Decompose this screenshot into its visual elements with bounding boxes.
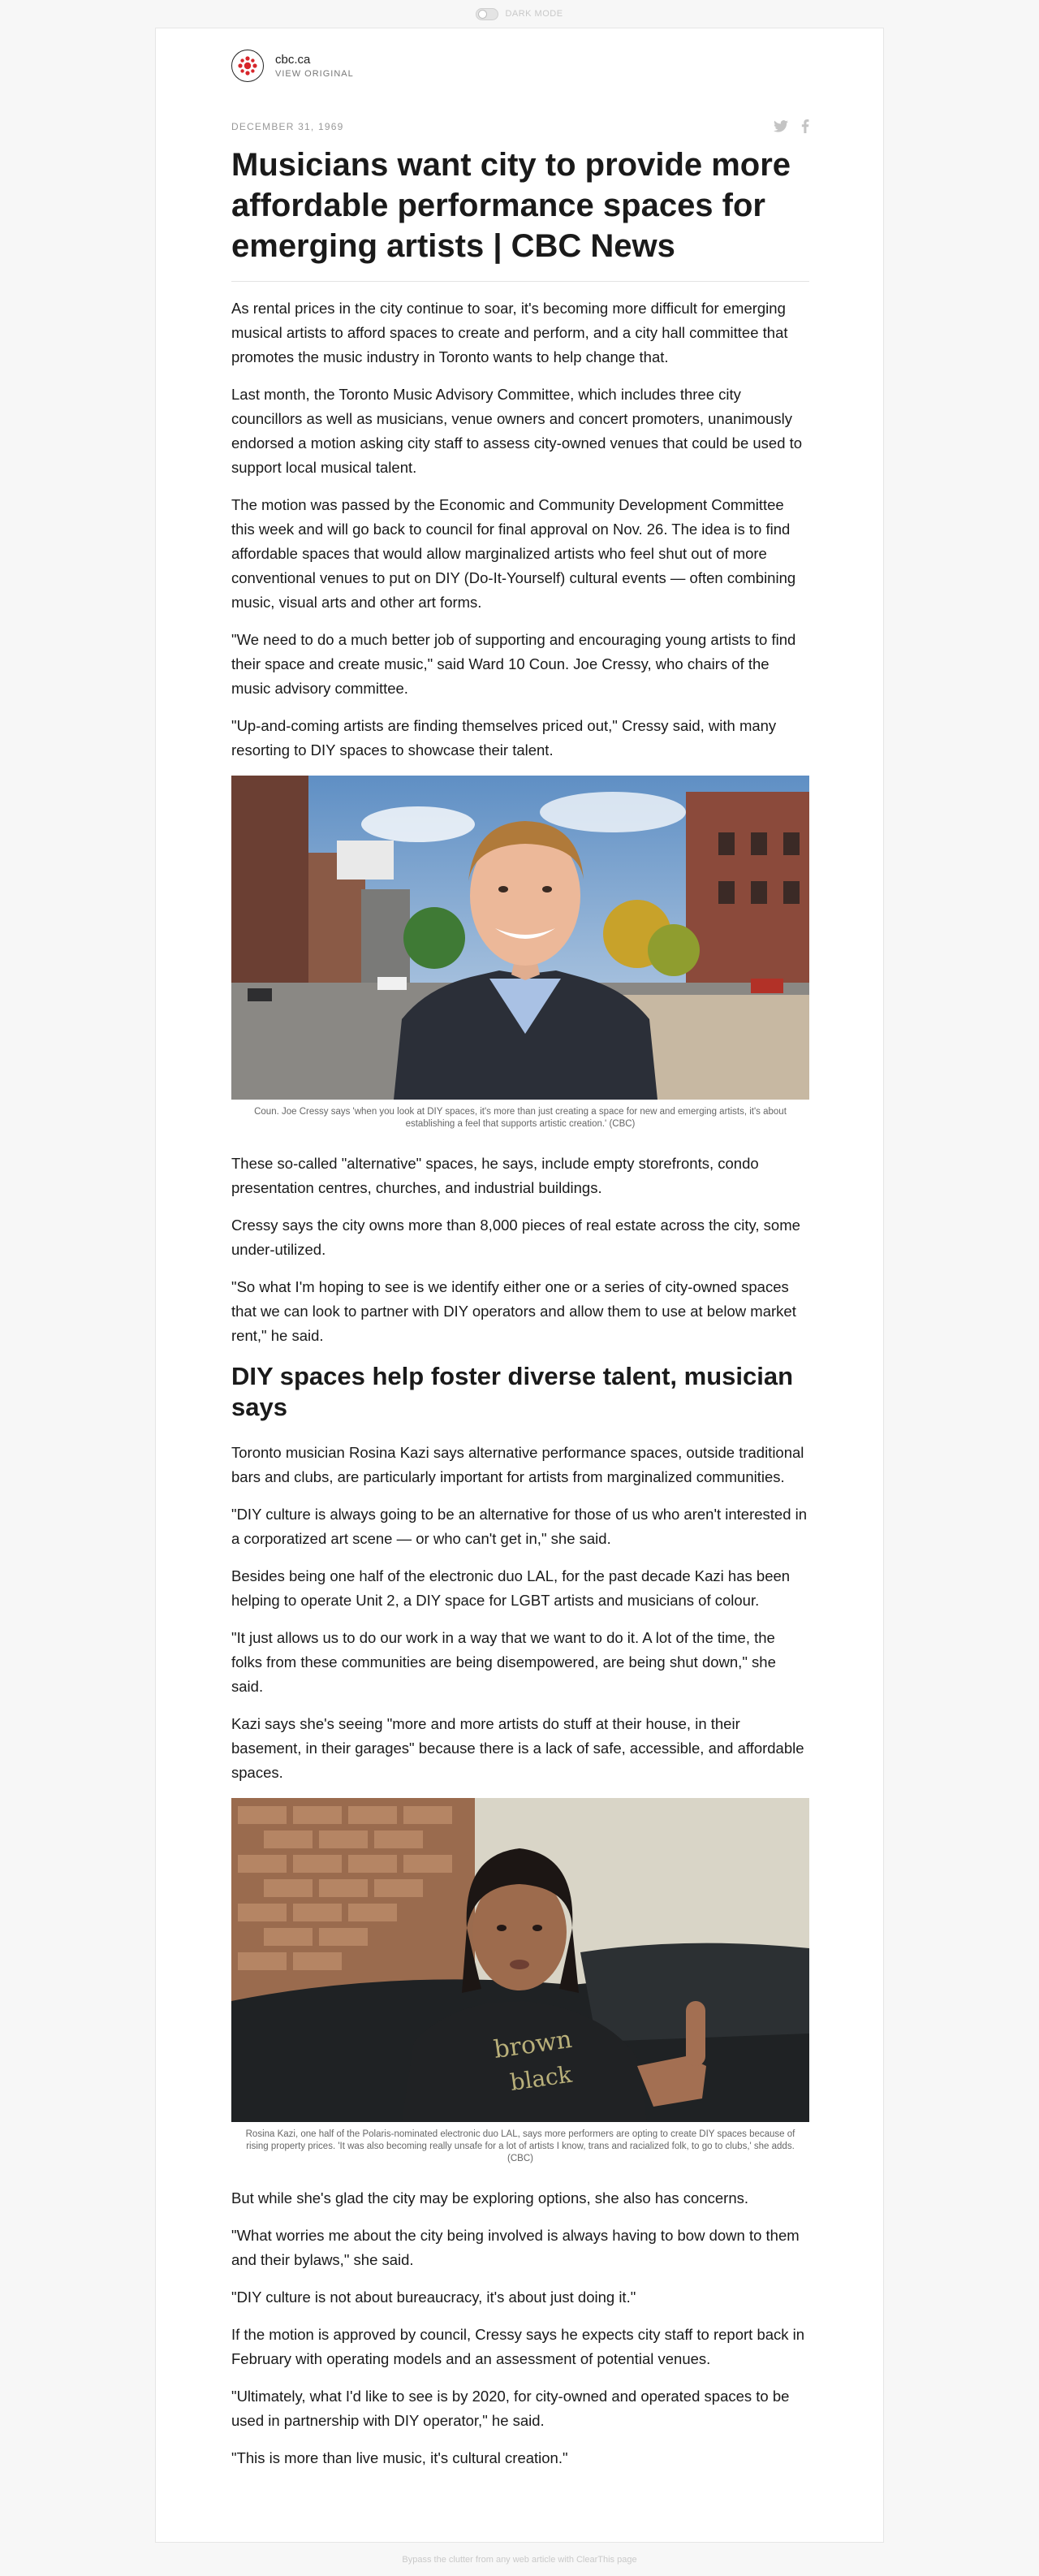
source-text <box>275 53 354 79</box>
paragraph: These so-called "alternative" spaces, he says, include empty storefronts, condo presentation centres, churches, and industrial buildings. <box>231 1155 759 1196</box>
section-heading: DIY spaces help foster diverse talent, musician says <box>231 1362 794 1421</box>
figure-kazi <box>231 1798 809 2165</box>
svg-text:black: black <box>508 2060 574 2096</box>
paragraph: "DIY culture is not about bureaucracy, it's about just doing it." <box>231 2289 636 2306</box>
paragraph: Last month, the Toronto Music Advisory Committee, which includes three city councillors as well as musicians, venue owners and concert promoters, unanimously endorsed a motion asking city staff to assess city-owned venues that could be used to support local musical talent. <box>231 386 803 476</box>
article-body <box>231 296 809 2470</box>
paragraph: If the motion is approved by council, Cressy says he expects city staff to report back in February with operating models and an assessment of potential venues. <box>231 2326 805 2367</box>
cbc-gem-logo-icon[interactable] <box>231 50 264 82</box>
footer-note: Bypass the clutter from any web article with ClearThis page <box>402 2555 637 2565</box>
dark-mode-toggle[interactable] <box>476 8 498 20</box>
toggle-knob <box>478 10 487 19</box>
paragraph: "So what I'm hoping to see is we identify either one or a series of city-owned spaces that we can look to partner with DIY operators and allow them to use at below market rent," he said. <box>231 1278 796 1344</box>
article-date: DECEMBER 31, 1969 <box>231 120 344 132</box>
view-original-link[interactable]: VIEW ORIGINAL <box>275 69 354 79</box>
paragraph: Kazi says she's seeing "more and more artists do stuff at their house, in their basement, in their garages" because there is a lack of safe, accessible, and affordable spaces. <box>231 1715 804 1781</box>
article-title: Musicians want city to provide more affordable performance spaces for emerging artists | CBC News <box>231 147 791 264</box>
photo-rosina-kazi <box>231 1798 809 2122</box>
paragraph: As rental prices in the city continue to soar, it's becoming more difficult for emerging musical artists to afford spaces to create and perform, and a city hall committee that promotes the music industry in Toronto wants to help change that. <box>231 300 788 365</box>
paragraph: "Ultimately, what I'd like to see is by 2020, for city-owned and operated spaces to be used in partnership with DIY operator," he said. <box>231 2388 790 2429</box>
paragraph: "Up-and-coming artists are finding themselves priced out," Cressy said, with many resorting to DIY spaces to showcase their talent. <box>231 717 777 759</box>
twitter-icon[interactable] <box>774 120 788 132</box>
paragraph: "DIY culture is always going to be an alternative for those of us who aren't interested in a corporatized art scene — or who can't get in," she said. <box>231 1506 808 1547</box>
paragraph: Cressy says the city owns more than 8,000 pieces of real estate across the city, some under-utilized. <box>231 1217 800 1258</box>
figure-caption: Rosina Kazi, one half of the Polaris-nominated electronic duo LAL, says more performers are opting to create DIY spaces because of rising property prices. 'It was also becoming really unsafe for a lot of artists I know, trans and racialized folk, to go to clubs,' she adds. (CBC) <box>245 2129 795 2163</box>
paragraph: "We need to do a much better job of supporting and encouraging young artists to find their space and create music," said Ward 10 Coun. Joe Cressy, who chairs of the music advisory committee. <box>231 631 796 697</box>
paragraph: "This is more than live music, it's cultural creation." <box>231 2449 568 2466</box>
meta-row <box>231 119 809 133</box>
source-name[interactable]: cbc.ca <box>275 53 311 67</box>
figure-caption: Coun. Joe Cressy says 'when you look at DIY spaces, it's more than just creating a space for new and emerging artists, it's about establishing a feel that supports artistic creation.' (CBC) <box>254 1107 787 1129</box>
article-card <box>155 28 884 2543</box>
article-content <box>231 50 809 2483</box>
dark-mode-label[interactable]: DARK MODE <box>505 9 563 19</box>
paragraph: The motion was passed by the Economic and Community Development Committee this week and will go back to council for final approval on Nov. 26. The idea is to find affordable spaces that would allow marginalized artists who feel shut out of more conventional venues to put on DIY (Do-It-Yourself) cultural events — often combining music, visual arts and other art forms. <box>231 496 796 611</box>
figure-cressy <box>231 776 809 1130</box>
paragraph: But while she's glad the city may be exploring options, she also has concerns. <box>231 2189 748 2206</box>
paragraph: Toronto musician Rosina Kazi says alternative performance spaces, outside traditional bars and clubs, are particularly important for artists from marginalized communities. <box>231 1444 804 1485</box>
title-divider <box>231 281 809 282</box>
top-bar <box>0 0 1039 28</box>
photo-joe-cressy <box>231 776 809 1100</box>
paragraph: "What worries me about the city being involved is always having to bow down to them and their bylaws," she said. <box>231 2227 800 2268</box>
paragraph: Besides being one half of the electronic duo LAL, for the past decade Kazi has been helping to operate Unit 2, a DIY space for LGBT artists and musicians of colour. <box>231 1567 791 1609</box>
svg-text:brown: brown <box>492 2025 574 2064</box>
share-buttons <box>774 119 809 133</box>
facebook-icon[interactable] <box>801 119 809 133</box>
source-header <box>231 50 809 82</box>
paragraph: "It just allows us to do our work in a way that we want to do it. A lot of the time, the folks from these communities are being disempowered, are being shut down," she said. <box>231 1629 776 1695</box>
